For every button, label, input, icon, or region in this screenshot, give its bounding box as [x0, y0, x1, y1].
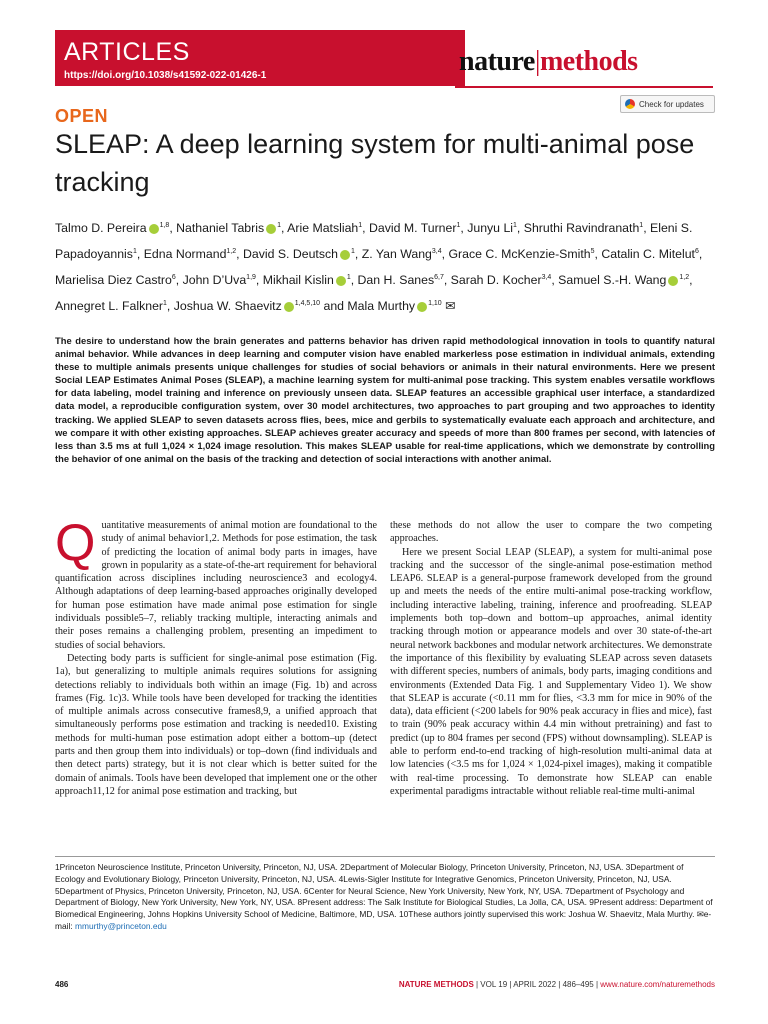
journal-logo[interactable]: nature|methods — [459, 46, 638, 77]
email-link[interactable]: mmurthy@princeton.edu — [75, 920, 167, 931]
journal-logo-left: nature — [459, 46, 535, 77]
body-column-left — [55, 514, 377, 798]
orcid-icon[interactable] — [336, 276, 346, 286]
check-updates-label: Check for updates — [639, 99, 704, 109]
author-list: Talmo D. Pereira $^{1,8}$, Nathaniel Tabris $^1$, Arie Matsliah$^1$, David M. Turner$^1$, Junyu Li$^1$, Shruthi Ravindranath$^1$, Eleni S. Papadoyannis$^1$, Edna Normand$^{1,2}$, David S. Deutsch $^1$, Z. Yan Wang$^{3,4}$, Grace C. McKenzie-Smith$^5$, Catalin C. Mitelut$^6$, Marielisa Diez Castro$^6$, John D’Uva$^{1,9}$, Mikhail Kislin $^1$, Dan H. Sanes$^{6,7}$, Sarah D. Kocher$^{3,4}$, Samuel S.-H. Wang $^{1,2}$, Annegret L. Falkner$^1$, Joshua W. Shaevitz $^{1,4,5,10}$ and Mala Murthy $^{1,10}$ ✉ — [55, 221, 703, 314]
check-updates-button[interactable] — [620, 95, 715, 113]
journal-url[interactable]: www.nature.com/naturemethods — [600, 980, 715, 989]
footer-citation: NATURE METHODS | VOL 19 | APRIL 2022 | 486–495 | www.nature.com/naturemethods — [398, 980, 715, 989]
footnote-divider — [55, 856, 715, 857]
affiliations: 1Princeton Neuroscience Institute, Princeton University, Princeton, NJ, USA. 2Department of Molecular Biology, Princeton University, Princeton, NJ, USA. 3Department of Ecology and Evolutionary Biology, Princeton University, Princeton, NJ, USA. 4Lewis-Sigler Institute for Integrative Genomics, Princeton University, Princeton, NJ, USA. 5Department of Physics, Princeton University, Princeton, NJ, USA. 6Center for Neural Science, New York University, New York, NY, USA. 7Department of Psychology and Department of Biology, New York University, New York, NY, USA. 8Present address: The Salk Institute for Biological Studies, La Jolla, CA, USA. 9Present address: Department of Biomedical Engineering, Johns Hopkins University School of Medicine, Baltimore, MD, USA. 10These authors jointly supervised this work: Joshua W. Shaevitz, Mala Murthy. ✉e-mail: mmurthy@princeton.edu — [55, 862, 713, 931]
page-number: 486 — [55, 980, 69, 989]
section-label: ARTICLES — [64, 38, 190, 66]
orcid-icon[interactable] — [340, 250, 350, 260]
paragraph: Quantitative measurements of animal motion are foundational to the study of animal behavior1,2. Methods for pose estimation, the task of predicting the location of animal body parts in images, have grown in popularity as a state-of-the-art requirement for behavioral quantification across disciplines including neuroscience3 and ecology4. Although adaptations of deep learning-based approaches originally developed for human pose estimation have made animal pose estimation for single individuals possible5–7, reliably tracking multiple, interacting animals and their poses remains a challenging problem, presenting an impediment to studies of social behaviors. — [55, 514, 377, 651]
orcid-icon[interactable] — [668, 276, 678, 286]
doi-link[interactable]: https://doi.org/10.1038/s41592-022-01426-1 — [64, 70, 267, 81]
paragraph: Here we present Social LEAP (SLEAP), a system for multi-animal pose tracking and the successor of the single-animal pose-estimation method LEAP6. SLEAP is a general-purpose framework developed from the ground up and meets the needs of the entire multi-animal pose-tracking workflow, including interactive labeling, training, inference and proofreading. SLEAP implements both top–down and bottom–up approaches, animal identity tracking through motion or appearance models and over 30 state-of-the-art neural network backbones and modular network architectures. We demonstrate the importance of this flexibility by evaluating SLEAP across seven datasets with different species, numbers of animals, body parts, imaging conditions and environments (Extended Data Fig. 1 and Supplementary Video 1). We show that SLEAP is accurate (<0.11 mm for flies, <3.3 mm for mice in 90% of the data), data efficient (<200 labels for 90% peak accuracy in flies and mice), fast to train (90% peak accuracy within 4.4 min without pretraining) and fast to predict (up to 804 frames per second (FPS) without downsampling). SLEAP is able to perform end-to-end tracking of high-resolution multi-animal data at low latencies (<3.5 ms for 1,024 × 1,024-pixel images), making it compatible with real-time processing. To demonstrate how SLEAP can enable experimental paradigms intractable without reliable real-time multi-animal — [390, 546, 712, 797]
journal-logo-right: methods — [539, 46, 638, 77]
abstract: The desire to understand how the brain generates and patterns behavior has driven rapid methodological innovation in tools to quantify natural animal behavior. While advances in deep learning and computer vision have enabled markerless pose estimation in individual animals, extending these to multiple animals presents unique challenges for studies of social behaviors or animals in their natural environments. Here we present Social LEAP Estimates Animal Poses (SLEAP), a machine learning system for multi-animal pose tracking. This system enables versatile workflows for data labeling, model training and inference on previously unseen data. SLEAP features an accessible graphical user interface, a standardized data model, a reproducible configuration system, over 30 model architectures, two approaches to part grouping and two approaches to identity tracking. We applied SLEAP to seven datasets across flies, bees, mice and gerbils to systematically evaluate each approach and architecture, and we compare it with other existing approaches. SLEAP achieves greater accuracy and speeds of more than 800 frames per second, with latencies of less than 3.5 ms at full 1,024 × 1,024 image resolution. This makes SLEAP usable for real-time applications, which we demonstrate by controlling the behavior of one animal on the basis of the tracking and detection of social interactions with another animal. — [55, 335, 715, 464]
journal-divider — [455, 86, 713, 88]
paragraph: Detecting body parts is sufficient for single-animal pose estimation (Fig. 1a), but generalizing to multiple animals requires solutions for assigning detections reliably to individuals both within an image (Fig. 1b) and across frames (Fig. 1c)3. While tools have been developed for tracking the identities of multiple animals across consecutive frames8,9, a unified approach that simultaneously performs pose estimation and tracking is needed10. Existing methods for multi-human pose estimation adopt either a bottom–up (detect parts and then group them into individuals) or top–down (find individuals and then detect parts) strategy, but it is not clear which is better suited for the domain of animals. Tools have been developed that implement one or the other approach11,12 for animal pose estimation and tracking, but — [55, 652, 377, 797]
crossmark-icon — [625, 99, 635, 109]
body-column-right — [390, 519, 712, 798]
orcid-icon[interactable] — [417, 302, 427, 312]
orcid-icon[interactable] — [284, 302, 294, 312]
paragraph: these methods do not allow the user to compare the two competing approaches. — [390, 520, 712, 545]
header-banner — [0, 0, 768, 100]
article-title: SLEAP: A deep learning system for multi-animal pose tracking — [55, 129, 695, 197]
orcid-icon[interactable] — [149, 224, 159, 234]
drop-cap: Q — [55, 514, 96, 572]
open-access-label: OPEN — [55, 106, 109, 126]
orcid-icon[interactable] — [266, 224, 276, 234]
